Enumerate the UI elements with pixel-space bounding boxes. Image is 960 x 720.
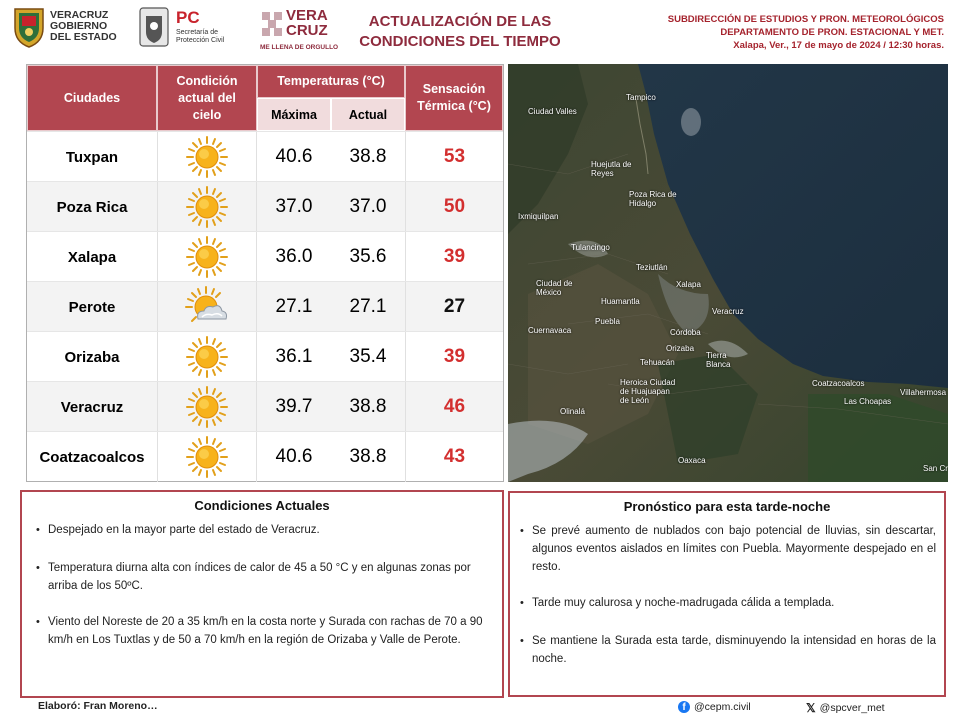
- map-label: Teziutlán: [636, 263, 668, 272]
- facebook-handle[interactable]: [678, 701, 751, 713]
- veracruz-brand-logo: [256, 4, 356, 54]
- sun-icon: [185, 185, 229, 229]
- forecast-box: [508, 491, 946, 697]
- map-label: Huamantla: [601, 297, 640, 306]
- author-credit: Elaboró: Fran Moreno…: [38, 700, 158, 712]
- temp-max: 40.6: [275, 146, 313, 167]
- list-item: • Se mantiene la Surada esta tarde, disminuyendo la intensidad en horas de la noche.: [516, 632, 936, 668]
- map-label: Veracruz: [712, 307, 744, 316]
- list-item: • Temperatura diurna alta con índices de calor de 45 a 50 °C y en algunas zonas por arriba de los 50ºC.: [32, 559, 492, 595]
- city-name: Orizaba: [64, 348, 120, 366]
- map-label: Ciudad Valles: [528, 107, 577, 116]
- map-label: Las Choapas: [844, 397, 892, 406]
- map-label: Cuernavaca: [528, 326, 572, 335]
- temp-max: 27.1: [275, 296, 313, 317]
- sky-condition: [157, 332, 257, 382]
- sun-icon: [185, 385, 229, 429]
- city-name: Perote: [68, 298, 116, 316]
- veracruz-government-logo: [12, 4, 124, 52]
- sky-condition: [157, 182, 257, 232]
- map-label: Oaxaca: [678, 456, 706, 465]
- map-label: Ciudad de México: [536, 279, 573, 297]
- veracruz-logo-text: VERACRUZ GOBIERNO DEL ESTADO: [50, 9, 117, 43]
- sun-icon: [185, 135, 229, 179]
- sensation-value: 53: [405, 132, 503, 182]
- temp-actual: 38.8: [349, 146, 387, 167]
- temp-actual: 37.0: [349, 196, 387, 217]
- sensation-value: 46: [405, 382, 503, 432]
- map-label: Córdoba: [670, 328, 701, 337]
- table-row: [27, 231, 503, 281]
- table-row: [27, 131, 503, 181]
- sensation-value: 39: [405, 332, 503, 382]
- city-name: Tuxpan: [65, 148, 119, 166]
- title-line-1: ACTUALIZACIÓN DE LAS: [368, 13, 552, 30]
- table-row: [27, 431, 503, 481]
- sun-icon: [185, 235, 229, 279]
- map-label: Heroica Ciudad de Huajuapan de León: [620, 378, 676, 405]
- map-label: San Cr: [923, 464, 948, 473]
- sun-icon: [185, 335, 229, 379]
- veracruz-brand-text: VERA CRUZ: [286, 7, 328, 39]
- x-handle[interactable]: [806, 701, 885, 715]
- forecast-list: [516, 522, 936, 668]
- header-max: Máxima: [257, 98, 331, 131]
- map-label: Tehuacán: [640, 358, 675, 367]
- list-item: • Tarde muy calurosa y noche-madrugada cálida a templada.: [516, 594, 936, 612]
- emblem-icon: [138, 6, 170, 48]
- pc-logo-subtitle: Secretaría de Protección Civil: [176, 29, 225, 44]
- facebook-icon: f: [678, 701, 690, 713]
- sky-condition: [157, 282, 257, 332]
- departamento-text: DEPARTAMENTO DE PRON. ESTACIONAL Y MET.: [720, 27, 944, 38]
- map-label: Coatzacoalcos: [812, 379, 865, 388]
- temp-max: 39.7: [275, 396, 313, 417]
- current-conditions-list: [32, 521, 492, 649]
- facebook-text: @cepm.civil: [694, 701, 751, 713]
- department-info: [668, 13, 944, 52]
- header-actual: Actual: [331, 98, 405, 131]
- title-line-2: CONDICIONES DEL TIEMPO: [359, 33, 561, 50]
- conditions-table: [26, 64, 504, 482]
- sensation-value: 43: [405, 432, 503, 482]
- map-label: Villahermosa: [900, 388, 947, 397]
- sky-condition: [157, 232, 257, 282]
- pc-logo-text: PC: [176, 8, 200, 27]
- date-time-text: Xalapa, Ver., 17 de mayo de 2024 / 12:30 horas.: [733, 40, 944, 51]
- temp-max: 36.0: [275, 246, 313, 267]
- table-row: [27, 181, 503, 231]
- temp-actual: 38.8: [349, 396, 387, 417]
- x-icon: 𝕏: [806, 701, 816, 715]
- table-row: [27, 331, 503, 381]
- sensation-value: 39: [405, 232, 503, 282]
- veracruz-brand-motto: ME LLENA DE ORGULLO: [260, 44, 339, 51]
- list-item: • Se prevé aumento de nublados con bajo potencial de lluvias, sin descartar, algunos eventos aislados en límites con Puebla. Mayormente despejado en el resto.: [516, 522, 936, 576]
- list-item: • Viento del Noreste de 20 a 35 km/h en la costa norte y Surada con rachas de 70 a 90 km/h en Los Tuxtlas y de 50 a 70 km/h en la región de Orizaba y Valle de Perote.: [32, 613, 492, 649]
- sensation-value: 50: [405, 182, 503, 232]
- header: [0, 0, 960, 60]
- current-conditions-box: [20, 490, 504, 698]
- x-text: @spcver_met: [819, 702, 885, 714]
- map-label: Tierra Blanca: [706, 351, 731, 369]
- temp-max: 36.1: [275, 346, 313, 367]
- temp-max: 37.0: [275, 196, 313, 217]
- header-sensation: Sensación Térmica (°C): [405, 65, 503, 131]
- pattern-icon: [260, 10, 284, 38]
- sky-condition: [157, 132, 257, 182]
- header-temperatures: Temperaturas (°C): [257, 65, 405, 98]
- map-label: Xalapa: [676, 280, 701, 289]
- forecast-title: Pronóstico para esta tarde-noche: [623, 499, 831, 514]
- temp-actual: 38.8: [349, 446, 387, 467]
- city-name: Coatzacoalcos: [39, 448, 145, 466]
- coat-of-arms-icon: [12, 6, 46, 48]
- temp-actual: 35.4: [349, 346, 387, 367]
- map-label: Olinalá: [560, 407, 585, 416]
- header-cities: Ciudades: [27, 65, 157, 131]
- satellite-map: [508, 64, 948, 482]
- current-conditions-title: Condiciones Actuales: [194, 498, 330, 513]
- partly-cloudy-icon: [184, 285, 230, 329]
- sun-icon: [185, 435, 229, 479]
- map-label: Ixmiquilpan: [518, 212, 559, 221]
- city-name: Poza Rica: [56, 198, 128, 216]
- sensation-value: 27: [405, 282, 503, 332]
- list-item: • Despejado en la mayor parte del estado de Veracruz.: [32, 521, 492, 539]
- table-row: [27, 381, 503, 431]
- map-label: Tampico: [626, 93, 656, 102]
- map-label: Poza Rica de Hidalgo: [629, 190, 677, 208]
- map-label: Tulancingo: [571, 243, 610, 252]
- city-name: Veracruz: [60, 398, 124, 416]
- sky-condition: [157, 432, 257, 482]
- header-sky: Condición actual del cielo: [157, 65, 257, 131]
- temp-max: 40.6: [275, 446, 313, 467]
- proteccion-civil-logo: [138, 4, 256, 52]
- temp-actual: 35.6: [349, 246, 387, 267]
- city-name: Xalapa: [67, 248, 117, 266]
- map-label: Huejutla de Reyes: [591, 160, 632, 178]
- sky-condition: [157, 382, 257, 432]
- satellite-image: [508, 64, 948, 482]
- map-label: Orizaba: [666, 344, 695, 353]
- table-row: [27, 281, 503, 331]
- temp-actual: 27.1: [349, 296, 387, 317]
- map-label: Puebla: [595, 317, 620, 326]
- page-title: [350, 12, 570, 52]
- subdireccion-text: SUBDIRECCIÓN DE ESTUDIOS Y PRON. METEOROLÓGICOS: [667, 14, 944, 25]
